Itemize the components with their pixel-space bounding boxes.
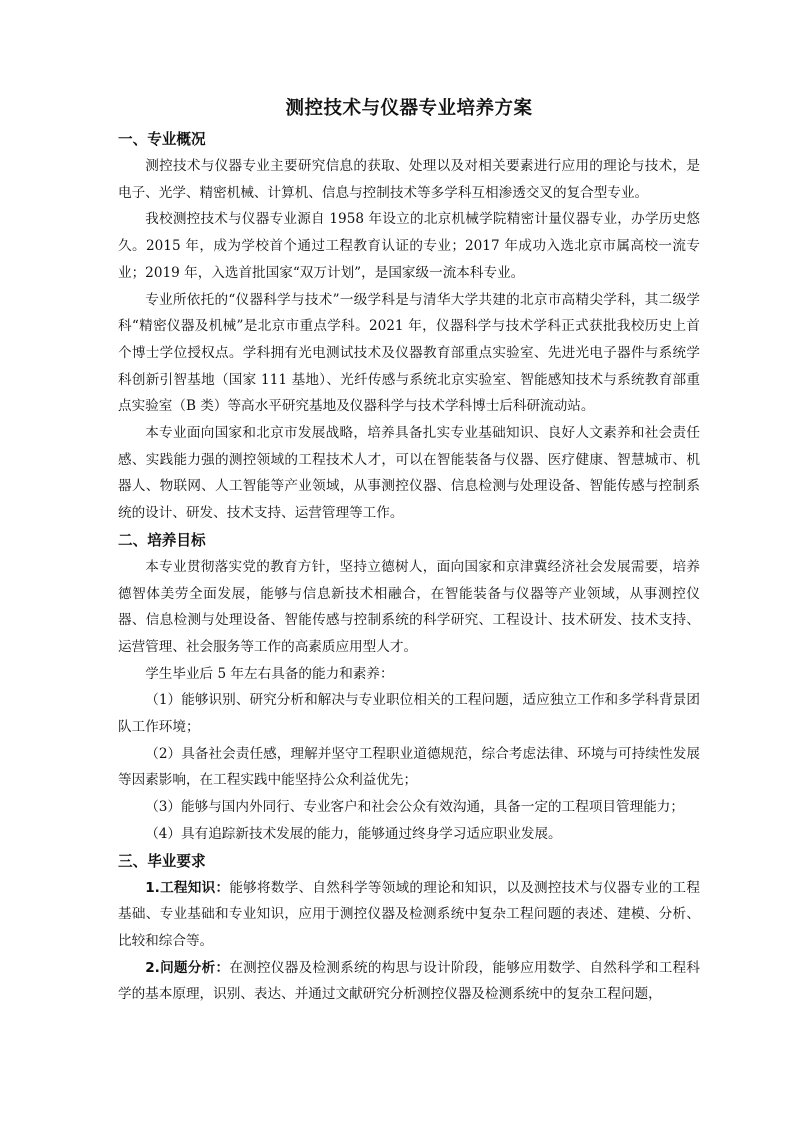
section-heading-goals: 二、培养目标 <box>118 531 206 549</box>
paragraph: 学生毕业后 5 年左右具备的能力和素养： <box>145 665 394 682</box>
list-item: （2）具备社会责任感，理解并坚守工程职业道德规范，综合考虑法律、环境与可持续性发展等因素影响，在工程实践中能坚持公众利益优先； <box>118 745 700 789</box>
requirement-label: 1.工程知识： <box>145 879 230 896</box>
paragraph: 本专业贯彻落实党的教育方针，坚持立德树人，面向国家和京津冀经济社会发展需要，培养德智体美劳全面发展，能够与信息新技术相融合，在智能装备与仪器等产业领域，从事测控仪器、信息检测与处理设备、智能传感与控制系统的科学研究、工程设计、技术研发、技术支持、运营管理、社会服务等工作的高素质应用型人才。 <box>118 558 700 655</box>
requirement-item <box>118 875 700 955</box>
requirement-label: 2.问题分析： <box>145 959 230 976</box>
list-item: （4）具有追踪新技术发展的能力，能够通过终身学习适应职业发展。 <box>145 825 562 842</box>
paragraph: 专业所依托的“仪器科学与技术”一级学科是与清华大学共建的北京市高精尖学科，其二级学科“精密仪器及机械”是北京市重点学科。2021 年，仪器科学与技术学科正式获批我校历史上首个博士学位授权点。学科拥有光电测试技术及仪器教育部重点实验室、先进光电子器件与系统学科创新引智基地（国家 111 基地）、光纤传感与系统北京实验室、智能感知技术与系统教育部重点实验室（B 类）等高水平研究基地及仪器科学与技术学科博士后科研流动站。 <box>118 291 700 415</box>
section-heading-requirements: 三、毕业要求 <box>118 852 206 870</box>
document-title: 测控技术与仪器专业培养方案 <box>285 98 533 119</box>
paragraph: 本专业面向国家和北京市发展战略，培养具备扎实专业基础知识、良好人文素养和社会责任感、实践能力强的测控领域的工程技术人才，可以在智能装备与仪器、医疗健康、智慧城市、机器人、物联网、人工智能等产业领域，从事测控仪器、信息检测与处理设备、智能传感与控制系统的设计、研发、技术支持、运营管理等工作。 <box>118 425 700 522</box>
requirement-text: 能够将数学、自然科学等领域的理论和知识，以及测控技术与仪器专业的工程基础、专业基础和专业知识，应用于测控仪器及检测系统中复杂工程问题的表述、建模、分析、比较和综合等。 <box>118 879 701 949</box>
document-page <box>118 96 700 1008</box>
list-item: （1）能够识别、研究分析和解决与专业职位相关的工程问题，适应独立工作和多学科背景团队工作环境； <box>118 692 700 736</box>
requirement-text: 在测控仪器及检测系统的构思与设计阶段，能够应用数学、自然科学和工程科学的基本原理，识别、表达、并通过文献研究分析测控仪器及检测系统中的复杂工程问题， <box>118 959 701 1003</box>
list-item: （3）能够与国内外同行、专业客户和社会公众有效沟通，具备一定的工程项目管理能力； <box>145 799 684 816</box>
paragraph: 我校测控技术与仪器专业源自 1958 年设立的北京机械学院精密计量仪器专业，办学历史悠久。2015 年，成为学校首个通过工程教育认证的专业；2017 年成功入选北京市属高校一流专业；2019 年，入选首批国家“双万计划”，是国家级一流本科专业。 <box>118 211 700 281</box>
section-heading-overview: 一、专业概况 <box>118 131 206 148</box>
paragraph: 测控技术与仪器专业主要研究信息的获取、处理以及对相关要素进行应用的理论与技术，是电子、光学、精密机械、计算机、信息与控制技术等多学科互相渗透交叉的复合型专业。 <box>118 158 700 201</box>
requirement-item <box>118 955 700 1008</box>
